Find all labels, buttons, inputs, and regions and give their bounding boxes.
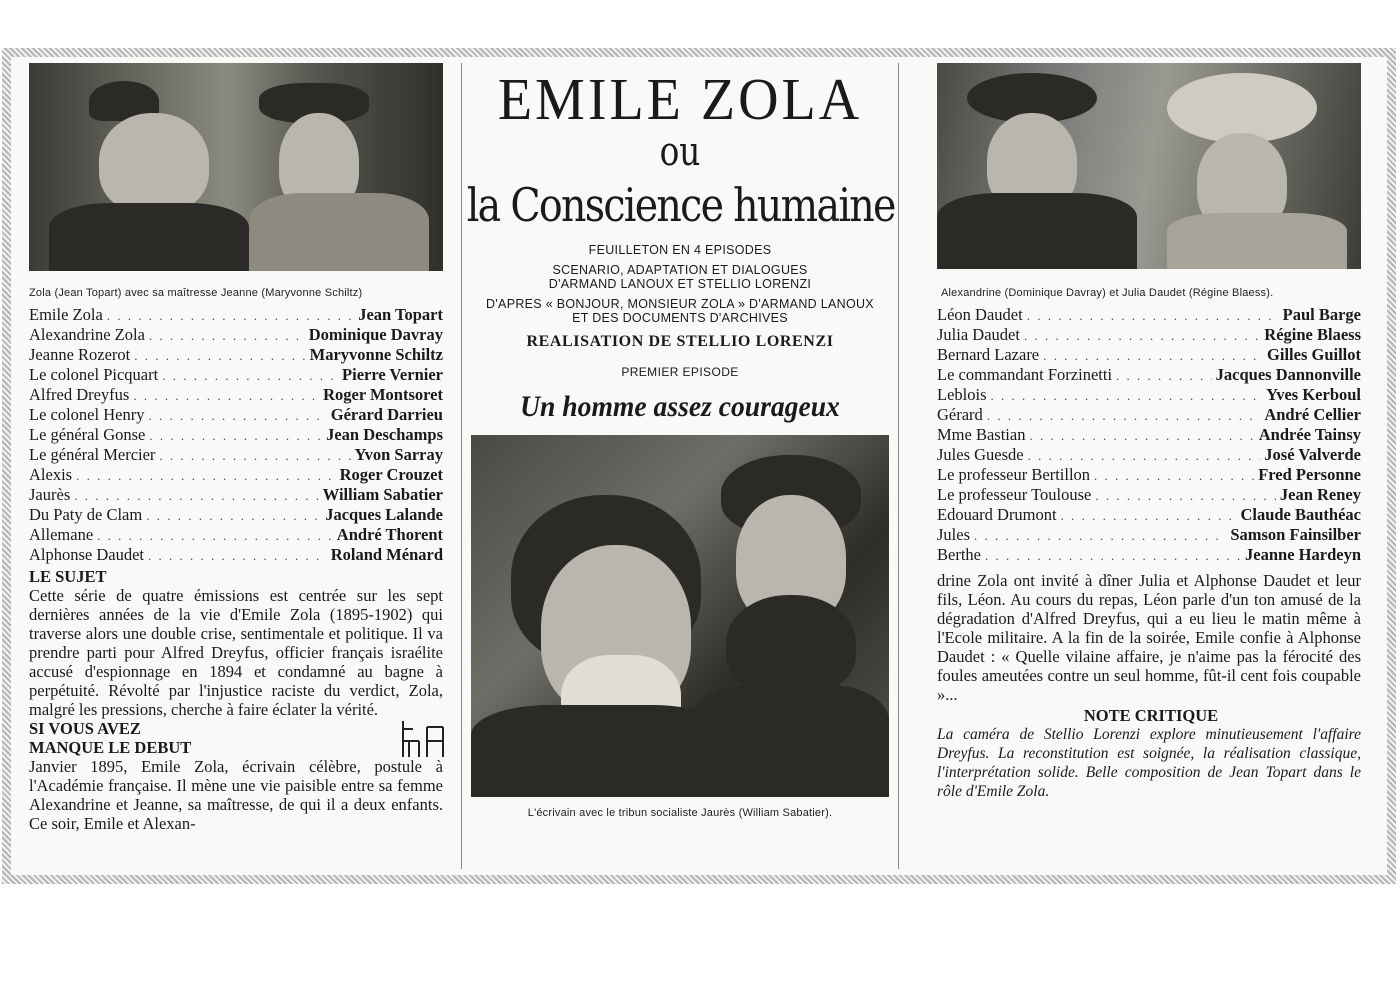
cast-row: Le commandant Forzinetti . . . Jacques Dannonville bbox=[937, 365, 1361, 385]
main-title: EMILE ZOLA bbox=[497, 67, 863, 133]
photo-caption: Zola (Jean Topart) avec sa maîtresse Jeanne (Maryvonne Schiltz) bbox=[29, 287, 363, 299]
cast-row: Jules Guesde . . . José Valverde bbox=[937, 445, 1361, 465]
sujet-text: Cette série de quatre émissions est centrée sur les sept dernières années de la vie d'Emile Zola (1895-1902) qui traverse alors une double crise, sentimentale et politique. Il va prendre parti pour Alfred Dreyfus, officier français israélite accusé d'espionnage en 1894 et condamné au bagne à perpétuité. Révolté par l'injustice raciste du verdict, Zola, malgré les pressions, cherche à faire éclater la vérité. bbox=[29, 586, 443, 719]
cast-row: Alexis . . . Roger Crouzet bbox=[29, 465, 443, 485]
cast-row: Léon Daudet . . . Paul Barge bbox=[937, 305, 1361, 325]
photo-alexandrine-and-julia bbox=[937, 63, 1361, 269]
cast-row: Mme Bastian . . . Andrée Tainsy bbox=[937, 425, 1361, 445]
credits-line: D'APRES « BONJOUR, MONSIEUR ZOLA » D'ARMAND LANOUX bbox=[486, 297, 874, 311]
realisation-credit: REALISATION DE STELLIO LORENZI bbox=[526, 333, 834, 350]
photo-zola-and-jaures bbox=[471, 435, 889, 797]
credits-line: FEUILLETON EN 4 EPISODES bbox=[588, 243, 772, 257]
credits-line: D'ARMAND LANOUX ET STELLIO LORENZI bbox=[548, 277, 812, 291]
cast-row: Alphonse Daudet . . . Roland Ménard bbox=[29, 545, 443, 565]
cast-row: Berthe . . . Jeanne Hardeyn bbox=[937, 545, 1361, 565]
cast-row: Le professeur Bertillon . . . Fred Personne bbox=[937, 465, 1361, 485]
cast-row: Gérard . . . André Cellier bbox=[937, 405, 1361, 425]
magazine-page bbox=[11, 57, 1387, 875]
chairs-icon bbox=[399, 719, 445, 759]
cast-row: Bernard Lazare . . . Gilles Guillot bbox=[937, 345, 1361, 365]
credits-line: SCENARIO, ADAPTATION ET DIALOGUES bbox=[552, 263, 808, 277]
cast-row: Le colonel Picquart . . . Pierre Vernier bbox=[29, 365, 443, 385]
cast-row: Allemane . . . André Thorent bbox=[29, 525, 443, 545]
cast-row: Le général Mercier . . . Yvon Sarray bbox=[29, 445, 443, 465]
episode-label: PREMIER EPISODE bbox=[621, 365, 739, 379]
credits-line: ET DES DOCUMENTS D'ARCHIVES bbox=[572, 311, 788, 325]
photo-caption: L'écrivain avec le tribun socialiste Jaurès (William Sabatier). bbox=[527, 807, 833, 819]
subtitle: la Conscience humaine bbox=[466, 178, 895, 232]
cast-row: Alfred Dreyfus . . . Roger Montsoret bbox=[29, 385, 443, 405]
cast-row: Edouard Drumont . . . Claude Bauthéac bbox=[937, 505, 1361, 525]
page-border bbox=[2, 48, 1396, 884]
cast-row: Jaurès . . . William Sabatier bbox=[29, 485, 443, 505]
cast-row: Du Paty de Clam . . . Jacques Lalande bbox=[29, 505, 443, 525]
title-ou: ou bbox=[659, 129, 701, 175]
sujet-heading: LE SUJET bbox=[29, 567, 107, 586]
episode-title: Un homme assez courageux bbox=[520, 390, 840, 423]
cast-list-left bbox=[29, 305, 443, 565]
story-text: drine Zola ont invité à dîner Julia et Alphonse Daudet et leur fils, Léon. Au cours du repas, Léon parle d'un ton amusé de la dégradation d'Alfred Dreyfus, qui a eu lieu le matin même à l'Ecole militaire. A la fin de la soirée, Emile confie à Alphonse Daudet : « Quelle vilaine affaire, je n'aime pas la férocité des foules ameutées contre un seul homme, fût-il cent fois coupable »... bbox=[937, 571, 1361, 704]
cast-row: Le professeur Toulouse . . . Jean Reney bbox=[937, 485, 1361, 505]
critique-text: La caméra de Stellio Lorenzi explore minutieusement l'affaire Dreyfus. La reconstitution est soignée, la réalisation classique, l'interprétation solide. Belle composition de Jean Topart dans le rôle d'Emile Zola. bbox=[937, 726, 1361, 800]
right-column bbox=[937, 63, 1365, 869]
left-column bbox=[29, 63, 453, 869]
cast-list-right bbox=[937, 305, 1361, 565]
photo-caption: Alexandrine (Dominique Davray) et Julia Daudet (Régine Blaess). bbox=[941, 287, 1274, 299]
cast-row: Emile Zola . . . Jean Topart bbox=[29, 305, 443, 325]
cast-row: Leblois . . . Yves Kerboul bbox=[937, 385, 1361, 405]
debut-text: Janvier 1895, Emile Zola, écrivain célèbre, postule à l'Académie française. Il mène une vie paisible entre sa femme Alexandrine et Jeanne, sa maîtresse, de qui il a deux enfants. Ce soir, Emile et Alexan- bbox=[29, 757, 443, 833]
cast-row: Jeanne Rozerot . . . Maryvonne Schiltz bbox=[29, 345, 443, 365]
critique-heading: NOTE CRITIQUE bbox=[1083, 706, 1219, 725]
cast-row: Le général Gonse . . . Jean Deschamps bbox=[29, 425, 443, 445]
cast-row: Julia Daudet . . . Régine Blaess bbox=[937, 325, 1361, 345]
debut-heading-1: SI VOUS AVEZ bbox=[29, 719, 141, 738]
debut-heading-2: MANQUE LE DEBUT bbox=[29, 738, 192, 757]
photo-zola-and-jeanne bbox=[29, 63, 443, 271]
middle-column bbox=[461, 63, 899, 869]
cast-row: Jules . . . Samson Fainsilber bbox=[937, 525, 1361, 545]
cast-row: Alexandrine Zola . . . Dominique Davray bbox=[29, 325, 443, 345]
cast-row: Le colonel Henry . . . Gérard Darrieu bbox=[29, 405, 443, 425]
